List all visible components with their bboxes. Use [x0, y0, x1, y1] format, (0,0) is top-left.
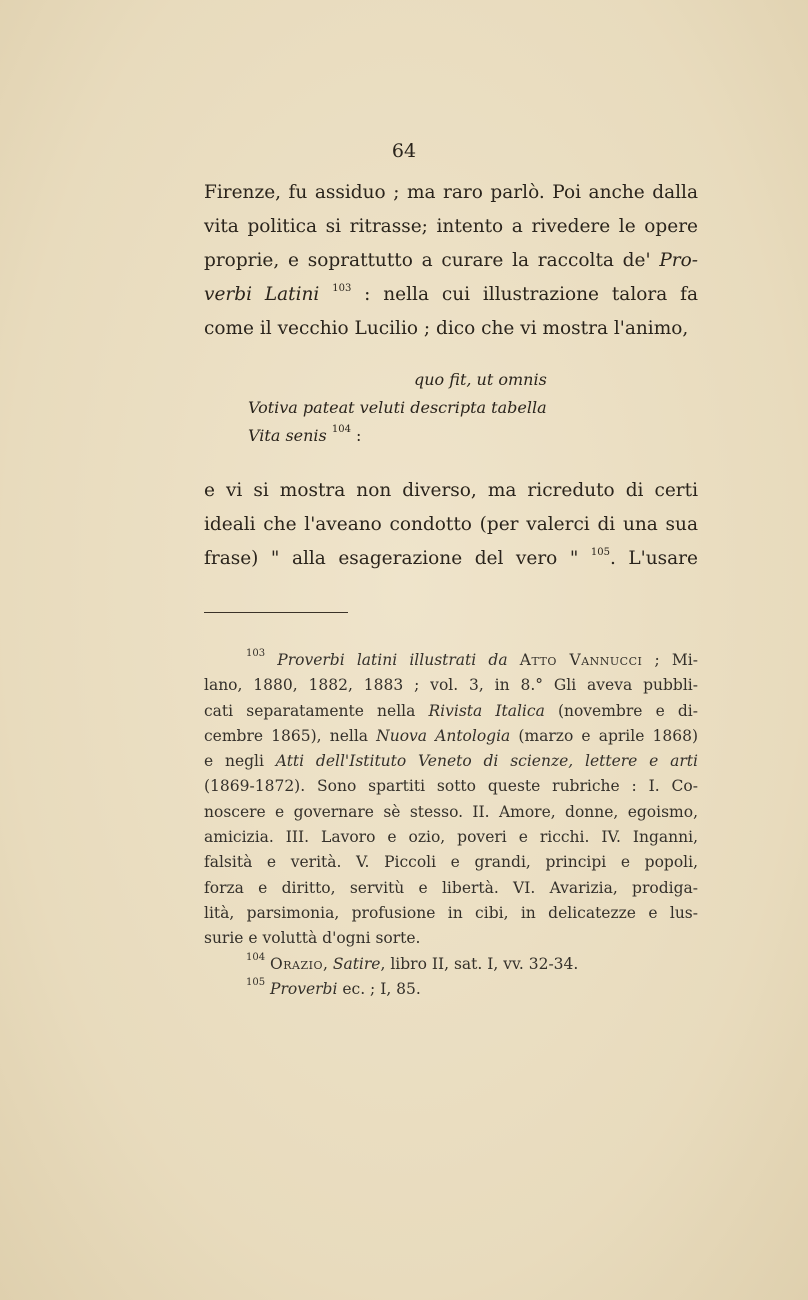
text-line: Firenze, fu assiduo ; ma raro parlò. Poi anche dalla: [204, 182, 698, 203]
body-paragraph-2: [204, 474, 698, 576]
footnote-line: falsità e verità. V. Piccoli e grandi, principi e popoli,: [204, 853, 698, 872]
footnote-ref-103: 103: [332, 283, 352, 294]
footnote-line: lità, parsimonia, profusione in cibi, in delicatezze e lus-: [204, 903, 698, 922]
footnotes: [204, 648, 698, 1002]
body-paragraph-1: [204, 176, 698, 346]
quote-line: Vita senis $^{104}$ :: [248, 424, 362, 445]
footnote-105: $^{105}$ Proverbi ec. ; I, 85.: [246, 976, 421, 998]
text-line: vita politica si ritrasse; intento a rivedere le opere: [204, 216, 698, 237]
footnote-line: cati separatamente nella Rivista Italica (novembre e di-: [204, 701, 698, 720]
footnote-line: surie e voluttà d'ogni sorte.: [204, 929, 421, 948]
quote-line: quo fit, ut omnis: [414, 370, 547, 389]
text-line: frase) " alla esagerazione del vero " $^{105}$. L'usare: [204, 547, 698, 569]
latin-quotation: [248, 366, 547, 450]
footnote-104: $^{104}$ Orazio, Satire, libro II, sat. I, vv. 32-34.: [246, 951, 579, 973]
footnote-line: cembre 1865), nella Nuova Antologia (marzo e aprile 1868): [204, 726, 698, 745]
footnote-ref-104: 104: [331, 424, 351, 435]
footnote-line: (1869-1872). Sono spartiti sotto queste rubriche : I. Co-: [204, 777, 698, 796]
footnote-line: forza e diritto, servitù e libertà. VI. Avarizia, prodiga-: [204, 878, 698, 897]
footnote-separator: [204, 612, 348, 613]
text-line: e vi si mostra non diverso, ma ricreduto di certi: [204, 480, 698, 501]
text-line: verbi Latini $^{103}$ : nella cui illustrazione talora fa: [204, 283, 698, 305]
page-number: 64: [391, 140, 417, 162]
footnote-line: amicizia. III. Lavoro e ozio, poveri e ricchi. IV. Inganni,: [204, 828, 698, 847]
footnote-103: $^{103}$ Proverbi latini illustrati da Atto Vannucci ; Mi-: [246, 648, 698, 669]
text-line: proprie, e soprattutto a curare la raccolta de' Pro-: [204, 250, 698, 271]
text-line: come il vecchio Lucilio ; dico che vi mostra l'animo,: [204, 318, 689, 339]
text-line: ideali che l'aveano condotto (per valerci di una sua: [204, 514, 698, 535]
footnote-line: e negli Atti dell'Istituto Veneto di scienze, lettere e arti: [204, 752, 698, 771]
footnote-line: lano, 1880, 1882, 1883 ; vol. 3, in 8.° Gli aveva pubbli-: [204, 676, 698, 695]
quote-line: Votiva pateat veluti descripta tabella: [248, 398, 547, 417]
footnote-ref-105: 105: [590, 547, 610, 558]
footnote-line: noscere e governare sè stesso. II. Amore, donne, egoismo,: [204, 802, 698, 821]
